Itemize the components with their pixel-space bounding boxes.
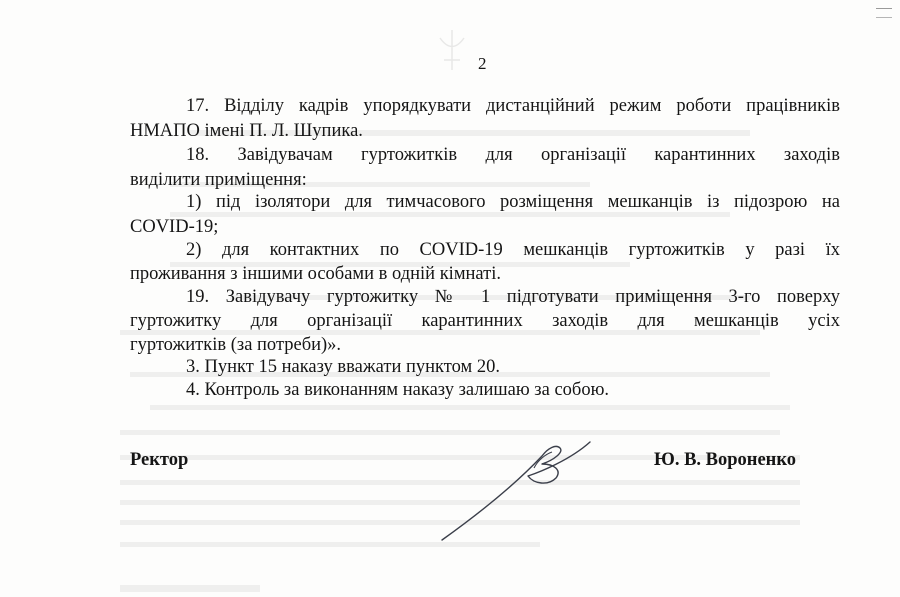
handwritten-signature [430,430,600,550]
paragraph-19-line-2: гуртожитку для організації карантинних заходів для мешканців усіх [130,311,840,331]
item-4: 4. Контроль за виконанням наказу залишаю за собою. [186,380,610,400]
scan-corner-mark [876,8,892,18]
subitem-1-line-1: 1) під ізолятори для тимчасового розміщення мешканців із підозрою на [186,192,840,212]
signatory-title: Ректор [130,450,189,470]
item-3: 3. Пункт 15 наказу вважати пунктом 20. [186,357,500,377]
paragraph-19-line-3: гуртожитків (за потреби)». [130,335,342,355]
subitem-1-line-2: COVID-19; [130,217,219,237]
paragraph-17-line-1: 17. Відділу кадрів упорядкувати дистанційний режим роботи працівників [186,96,840,116]
paragraph-19-line-1: 19. Завідувачу гуртожитку № 1 підготувати приміщення 3-го поверху [186,287,840,307]
subitem-2-line-1: 2) для контактних по COVID-19 мешканців гуртожитків у разі їх [186,240,840,260]
paragraph-17-line-2: НМАПО імені П. Л. Шупика. [130,121,363,141]
subitem-2-line-2: проживання з іншими особами в одній кімнаті. [130,264,502,284]
signatory-name: Ю. В. Вороненко [654,450,796,470]
page-number: 2 [478,54,487,73]
paragraph-18-line-1: 18. Завідувачам гуртожитків для організації карантинних заходів [186,145,840,165]
paragraph-18-line-2: виділити приміщення: [130,170,307,190]
